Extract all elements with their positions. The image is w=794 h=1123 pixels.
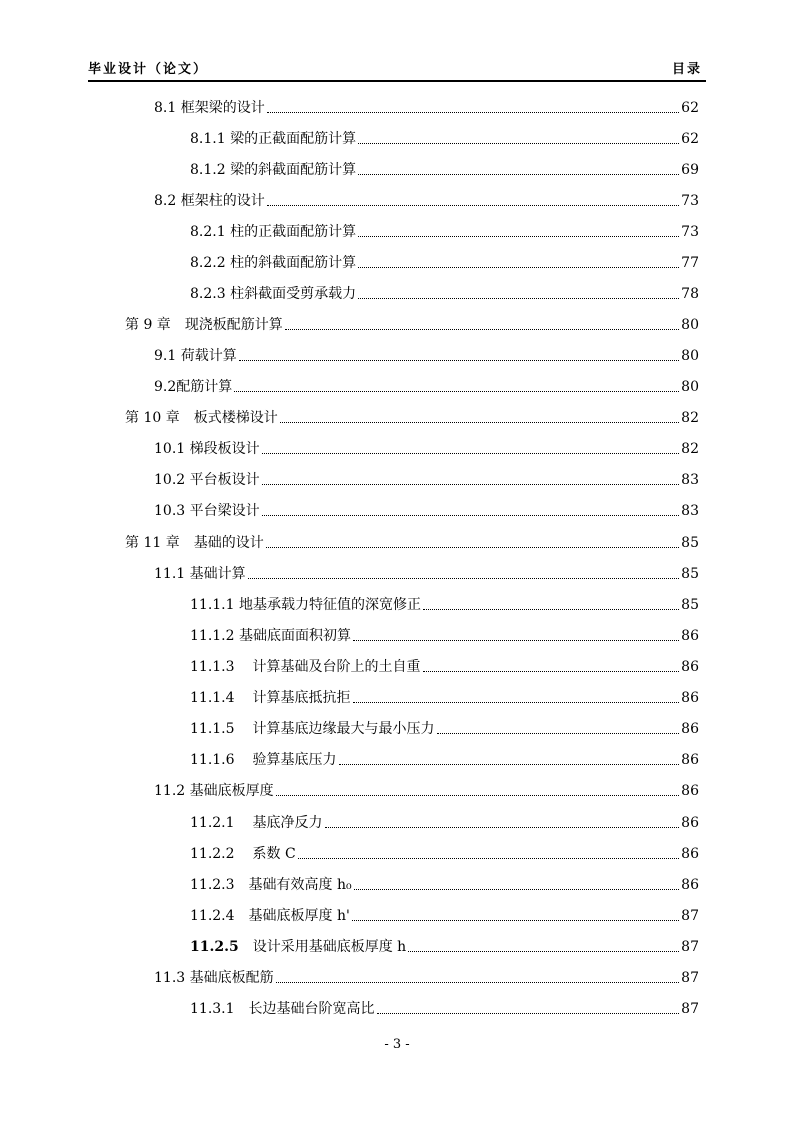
toc-entry-title: 基础计算 [189, 566, 246, 582]
toc-leader-dots [358, 235, 679, 237]
toc-entry-page: 86 [681, 846, 699, 862]
toc-entry-title: 板式楼梯设计 [193, 410, 278, 426]
toc-leader-dots [408, 950, 679, 952]
toc-entry-title: 基底净反力 [252, 815, 323, 831]
toc-entry[interactable] [190, 747, 699, 769]
toc-entry-title: 地基承载力特征值的深宽修正 [238, 597, 421, 613]
toc-entry[interactable] [154, 436, 699, 458]
toc-entry-page: 86 [681, 690, 699, 706]
toc-entry-number: 10.3 [154, 503, 190, 519]
toc-entry-number: 10.2 [154, 472, 190, 488]
toc-entry-page: 80 [681, 348, 699, 364]
toc-leader-dots [339, 763, 680, 765]
toc-leader-dots [267, 204, 679, 206]
toc-entry-page: 86 [681, 815, 699, 831]
toc-leader-dots [353, 639, 679, 641]
toc-entry-number: 8.2 [154, 193, 181, 209]
toc-entry[interactable] [154, 343, 699, 365]
toc-leader-dots [423, 670, 680, 672]
toc-entry[interactable] [154, 965, 699, 987]
toc-entry-title: 梯段板设计 [189, 441, 260, 457]
toc-entry[interactable] [190, 654, 699, 676]
toc-entry[interactable] [154, 374, 699, 396]
toc-entry-number: 11.2.3 [190, 877, 235, 893]
toc-entry-page: 80 [681, 379, 699, 395]
toc-entry-title: 框架柱的设计 [180, 193, 265, 209]
toc-leader-dots [239, 359, 679, 361]
toc-entry-page: 87 [681, 1001, 699, 1017]
toc-leader-dots [358, 297, 679, 299]
toc-entry-title: 基础底板厚度 [189, 783, 274, 799]
toc-chapter-entry[interactable] [125, 312, 699, 334]
header-section-label: 目录 [671, 62, 702, 77]
toc-entry-number: 11.2.2 [190, 846, 235, 862]
toc-entry-number: 9.1 [154, 348, 181, 364]
toc-leader-dots [325, 826, 680, 828]
toc-entry-title: 基础有效高度 h₀ [248, 877, 352, 893]
page-number: - 3 - [384, 1037, 410, 1052]
toc-entry-number: 11.1.4 [190, 690, 235, 706]
toc-entry-number: 11.2.4 [190, 908, 235, 924]
toc-leader-dots [353, 701, 680, 703]
toc-entry-number: 第 9 章 [125, 317, 171, 333]
toc-entry-page: 86 [681, 752, 699, 768]
toc-entry-title: 计算基础及台阶上的土自重 [252, 659, 421, 675]
toc-entry-title: 设计采用基础底板厚度 h [252, 939, 407, 955]
toc-entry-page: 62 [681, 131, 699, 147]
toc-entry-page: 86 [681, 877, 699, 893]
toc-leader-dots [266, 546, 679, 548]
toc-entry[interactable] [154, 467, 699, 489]
toc-entry-page: 80 [681, 317, 699, 333]
toc-entry[interactable] [190, 685, 699, 707]
toc-leader-dots [276, 981, 680, 983]
toc-entry-title: 梁的正截面配筋计算 [230, 131, 357, 147]
toc-entry-page: 83 [681, 472, 699, 488]
toc-leader-dots [437, 732, 680, 734]
toc-entry-title: 现浇板配筋计算 [184, 317, 283, 333]
toc-entry[interactable] [190, 841, 699, 863]
toc-entry-page: 69 [681, 162, 699, 178]
toc-entry-number: 11.1.3 [190, 659, 235, 675]
toc-entry-page: 85 [681, 597, 699, 613]
toc-entry-page: 78 [681, 286, 699, 302]
toc-entry-number: 11.3.1 [190, 1001, 235, 1017]
toc-leader-dots [358, 173, 679, 175]
toc-entry[interactable] [190, 996, 699, 1018]
toc-entry[interactable] [190, 872, 699, 894]
header-thesis-label: 毕业设计（论文） [88, 62, 209, 77]
toc-entry-title: 基础的设计 [193, 535, 264, 551]
toc-leader-dots [354, 888, 680, 890]
toc-entry[interactable] [190, 126, 699, 148]
toc-entry-page: 87 [681, 908, 699, 924]
toc-leader-dots [280, 421, 679, 423]
toc-entry-title: 柱的斜截面配筋计算 [230, 255, 357, 271]
toc-leader-dots [358, 142, 679, 144]
toc-entry-page: 77 [681, 255, 699, 271]
toc-entry-page: 87 [681, 939, 699, 955]
toc-entry-title: 长边基础台阶宽高比 [248, 1001, 375, 1017]
toc-entry[interactable] [190, 250, 699, 272]
toc-entry-title: 配筋计算 [176, 379, 233, 395]
toc-entry-title: 梁的斜截面配筋计算 [230, 162, 357, 178]
toc-entry-number: 10.1 [154, 441, 190, 457]
toc-entry[interactable] [190, 592, 699, 614]
toc-entry-title: 计算基底抵抗拒 [252, 690, 351, 706]
toc-entry-number: 11.1.5 [190, 721, 235, 737]
toc-entry-page: 86 [681, 721, 699, 737]
toc-entry-title: 验算基底压力 [252, 752, 337, 768]
toc-chapter-entry[interactable] [125, 405, 699, 427]
toc-leader-dots [285, 328, 679, 330]
toc-entry-number: 11.3 [154, 970, 190, 986]
toc-entry-page: 85 [681, 566, 699, 582]
toc-entry-number: 8.2.3 [190, 286, 231, 302]
toc-entry[interactable] [190, 903, 699, 925]
toc-leader-dots [276, 794, 680, 796]
toc-entry-title: 柱的正截面配筋计算 [230, 224, 357, 240]
toc-entry-number: 第 11 章 [125, 535, 180, 551]
toc-entry[interactable] [190, 716, 699, 738]
toc-entry-page: 87 [681, 970, 699, 986]
toc-leader-dots [262, 452, 680, 454]
toc-chapter-entry[interactable] [125, 530, 699, 552]
toc-entry-number: 11.1.2 [190, 628, 239, 644]
toc-entry-number: 8.2.1 [190, 224, 231, 240]
toc-leader-dots [377, 1012, 680, 1014]
toc-entry[interactable] [190, 934, 699, 956]
page-header [88, 56, 706, 82]
toc-entry-page: 83 [681, 503, 699, 519]
toc-leader-dots [423, 608, 679, 610]
toc-entry[interactable] [190, 281, 699, 303]
toc-entry-number: 8.1.1 [190, 131, 231, 147]
toc-entry-title: 框架梁的设计 [180, 100, 265, 116]
toc-entry-number: 第 10 章 [125, 410, 180, 426]
toc-entry[interactable] [154, 95, 699, 117]
toc-entry-page: 82 [681, 410, 699, 426]
toc-leader-dots [262, 483, 680, 485]
toc-entry-title: 基础底板厚度 h' [248, 908, 350, 924]
toc-entry-number: 11.2 [154, 783, 190, 799]
toc-entry[interactable] [190, 623, 699, 645]
toc-entry[interactable] [154, 778, 699, 800]
toc-entry-page: 62 [681, 100, 699, 116]
toc-entry-number: 8.1 [154, 100, 181, 116]
toc-entry-title: 系数 C [252, 846, 296, 862]
toc-entry-number: 11.2.5 [190, 939, 239, 955]
toc-entry[interactable] [154, 561, 699, 583]
toc-leader-dots [234, 390, 679, 392]
toc-leader-dots [262, 514, 680, 516]
toc-entry-page: 86 [681, 628, 699, 644]
toc-entry-title: 柱斜截面受剪承载力 [230, 286, 357, 302]
toc-entry-number: 8.1.2 [190, 162, 231, 178]
toc-entry-page: 73 [681, 224, 699, 240]
toc-entry[interactable] [190, 157, 699, 179]
toc-entry-page: 85 [681, 535, 699, 551]
toc-leader-dots [267, 111, 679, 113]
toc-entry-number: 8.2.2 [190, 255, 231, 271]
toc-entry-number: 11.1.6 [190, 752, 235, 768]
toc-entry-page: 86 [681, 783, 699, 799]
toc-entry-page: 86 [681, 659, 699, 675]
toc-entry-number: 11.1 [154, 566, 190, 582]
toc-entry[interactable] [190, 219, 699, 241]
toc-leader-dots [352, 919, 679, 921]
toc-entry-title: 基础底板配筋 [189, 970, 274, 986]
toc-entry[interactable] [190, 810, 699, 832]
toc-entry-number: 11.1.1 [190, 597, 239, 613]
toc-entry[interactable] [154, 188, 699, 210]
toc-leader-dots [298, 857, 679, 859]
toc-leader-dots [248, 577, 680, 579]
toc-entry[interactable] [154, 498, 699, 520]
toc-leader-dots [358, 266, 679, 268]
toc-entry-title: 荷载计算 [180, 348, 237, 364]
toc-entry-title: 平台梁设计 [189, 503, 260, 519]
toc-entry-page: 82 [681, 441, 699, 457]
toc-entry-number: 11.2.1 [190, 815, 235, 831]
toc-entry-title: 计算基底边缘最大与最小压力 [252, 721, 435, 737]
toc-entry-title: 基础底面面积初算 [238, 628, 351, 644]
toc-entry-page: 73 [681, 193, 699, 209]
toc-entry-title: 平台板设计 [189, 472, 260, 488]
toc-entry-number: 9.2 [154, 379, 177, 395]
